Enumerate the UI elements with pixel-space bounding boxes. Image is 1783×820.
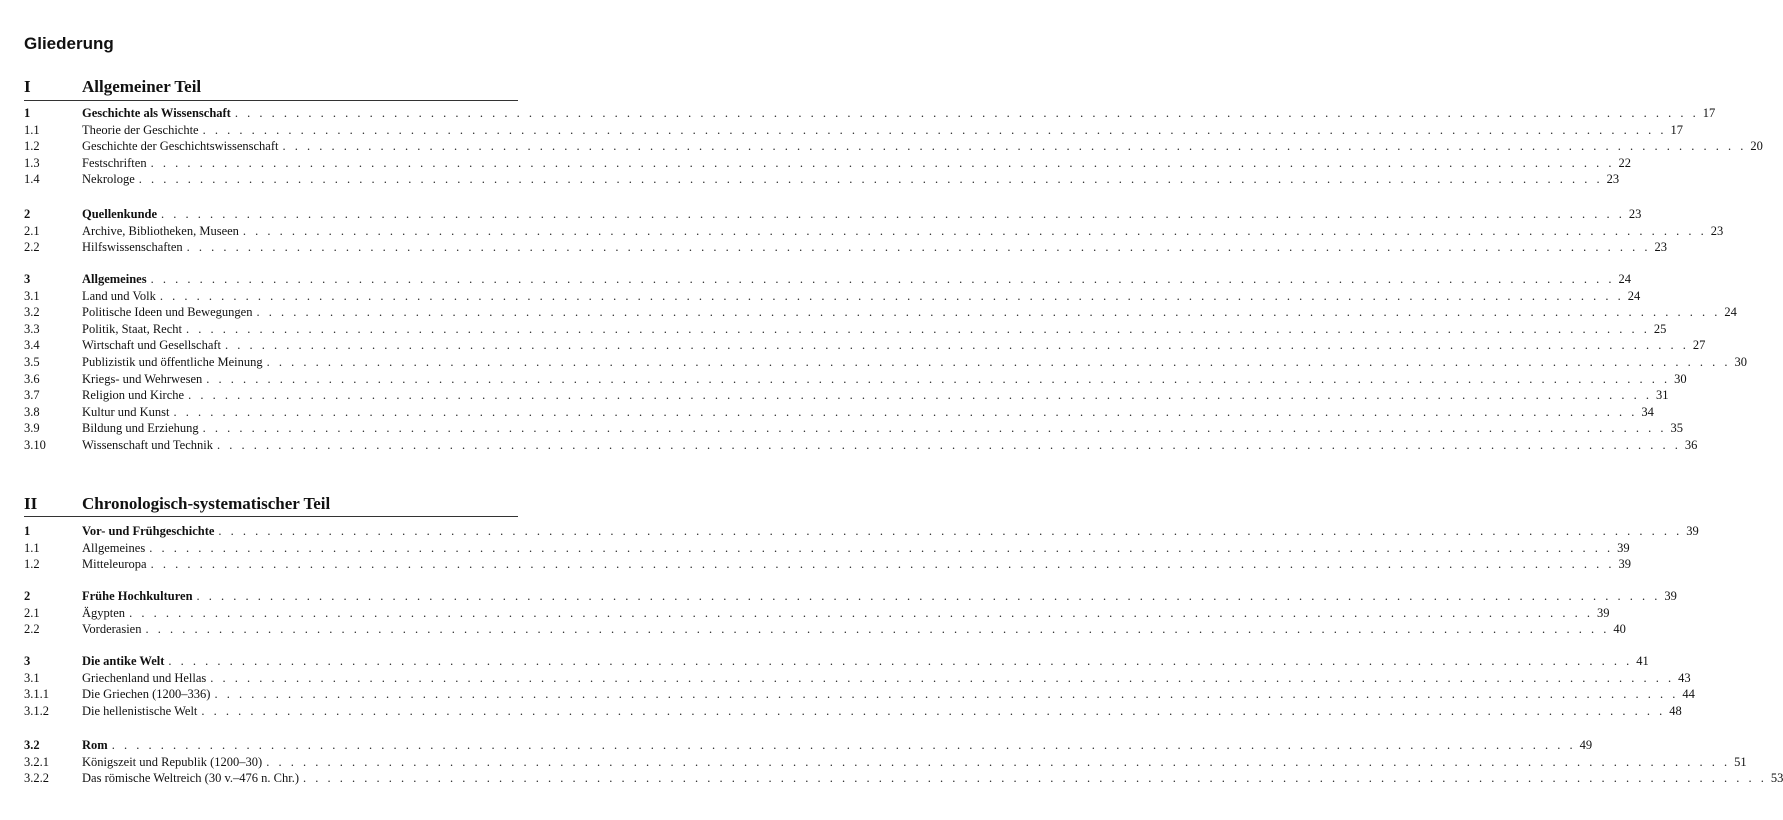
entry-page-number: 25 [1653, 321, 1667, 336]
entry-title: Vor- und Frühgeschichte [82, 524, 215, 538]
entry-body [82, 155, 1631, 171]
entry-page-number: 30 [1674, 371, 1687, 386]
toc-entry[interactable] [24, 588, 1677, 604]
dot-leader: . . . . . . . . . . . . . . . . . . . . . . . . . . . . . . . . . . . . . . . . . . . . . . . . . . . . . . . . . . . . . . . . . . . . . . . . . . . . . . . . . . . . . . . . . . . . . . . . . . . . . . . . . . . . . . . . . . . . . . . . [186, 321, 1650, 336]
entry-page-number: 44 [1682, 687, 1695, 702]
entry-body [82, 337, 1706, 353]
toc-entry[interactable] [24, 354, 1748, 370]
entry-body [82, 621, 1626, 637]
entry-page-number: 48 [1669, 703, 1682, 718]
entry-body [82, 138, 1763, 154]
dot-leader: . . . . . . . . . . . . . . . . . . . . . . . . . . . . . . . . . . . . . . . . . . . . . . . . . . . . . . . . . . . . . . . . . . . . . . . . . . . . . . . . . . . . . . . . . . . . . . . . . . . . . . . . . . . . . . . . . . . . . . . . [188, 388, 1652, 403]
dot-leader: . . . . . . . . . . . . . . . . . . . . . . . . . . . . . . . . . . . . . . . . . . . . . . . . . . . . . . . . . . . . . . . . . . . . . . . . . . . . . . . . . . . . . . . . . . . . . . . . . . . . . . . . . . . . . . . . . . . . . . . . [173, 404, 1638, 419]
entry-page-number: 35 [1670, 421, 1684, 436]
dot-leader: . . . . . . . . . . . . . . . . . . . . . . . . . . . . . . . . . . . . . . . . . . . . . . . . . . . . . . . . . . . . . . . . . . . . . . . . . . . . . . . . . . . . . . . . . . . . . . . . . . . . . . . . . . . . . . . . . . . . . . . . [217, 438, 1681, 452]
dot-leader: . . . . . . . . . . . . . . . . . . . . . . . . . . . . . . . . . . . . . . . . . . . . . . . . . . . . . . . . . . . . . . . . . . . . . . . . . . . . . . . . . . . . . . . . . . . . . . . . . . . . . . . . . . . . . . . . . . . . . . . . [266, 355, 1731, 369]
dot-leader: . . . . . . . . . . . . . . . . . . . . . . . . . . . . . . . . . . . . . . . . . . . . . . . . . . . . . . . . . . . . . . . . . . . . . . . . . . . . . . . . . . . . . . . . . . . . . . . . . . . . . . . . . . . . . . . . . . . . . . . . [214, 687, 1679, 702]
toc-entry[interactable] [24, 321, 1667, 337]
dot-leader: . . . . . . . . . . . . . . . . . . . . . . . . . . . . . . . . . . . . . . . . . . . . . . . . . . . . . . . . . . . . . . . . . . . . . . . . . . . . . . . . . . . . . . . . . . . . . . . . . . . . . . . . . . . . . . . . . . . . . . . . [186, 240, 1651, 255]
dot-leader: . . . . . . . . . . . . . . . . . . . . . . . . . . . . . . . . . . . . . . . . . . . . . . . . . . . . . . . . . . . . . . . . . . . . . . . . . . . . . . . . . . . . . . . . . . . . . . . . . . . . . . . . . . . . . . . . . . . . . . . . [129, 605, 1593, 620]
entry-page-number: 41 [1636, 654, 1649, 668]
entry-body [82, 540, 1630, 556]
entry-page-number: 17 [1702, 106, 1716, 120]
entry-page-number: 24 [1627, 288, 1641, 303]
entry-body [82, 653, 1649, 669]
toc-entry[interactable] [24, 605, 1610, 621]
entry-title: Die hellenistische Welt [82, 703, 198, 718]
entry-page-number: 23 [1628, 207, 1642, 221]
entry-page-number: 39 [1686, 524, 1699, 538]
entry-title: Quellenkunde [82, 207, 158, 221]
entry-number: 1.4 [24, 172, 40, 187]
entry-number: 1.3 [24, 155, 40, 170]
entry-body [82, 122, 1683, 138]
entry-number: 1.2 [24, 557, 40, 572]
toc-entry[interactable] [24, 239, 1668, 255]
entry-page-number: 24 [1618, 272, 1631, 286]
dot-leader: . . . . . . . . . . . . . . . . . . . . . . . . . . . . . . . . . . . . . . . . . . . . . . . . . . . . . . . . . . . . . . . . . . . . . . . . . . . . . . . . . . . . . . . . . . . . . . . . . . . . . . . . . . . . . . . . . . . . . . . . [161, 207, 1625, 221]
entry-number: 3.1 [24, 288, 40, 303]
dot-leader: . . . . . . . . . . . . . . . . . . . . . . . . . . . . . . . . . . . . . . . . . . . . . . . . . . . . . . . . . . . . . . . . . . . . . . . . . . . . . . . . . . . . . . . . . . . . . . . . . . . . . . . . . . . . . . . . . . . . . . . . [138, 172, 1603, 187]
entry-page-number: 23 [1606, 172, 1620, 187]
toc-entry[interactable] [24, 105, 1716, 121]
entry-title: Bildung und Erziehung [82, 421, 199, 436]
dot-leader: . . . . . . . . . . . . . . . . . . . . . . . . . . . . . . . . . . . . . . . . . . . . . . . . . . . . . . . . . . . . . . . . . . . . . . . . . . . . . . . . . . . . . . . . . . . . . . . . . . . . . . . . . . . . . . . . . . . . . . . . [150, 155, 1615, 170]
entry-number: 3.1 [24, 670, 40, 685]
toc-entry[interactable] [24, 337, 1706, 353]
entry-title: Vorderasien [82, 622, 142, 637]
entry-number: 3.4 [24, 338, 40, 353]
toc-entry[interactable] [24, 371, 1687, 387]
entry-page-number: 53 [1770, 771, 1783, 786]
entry-number: 2.2 [24, 240, 40, 255]
toc-entry[interactable] [24, 387, 1669, 403]
entry-page-number: 40 [1613, 622, 1626, 637]
entry-title: Politische Ideen und Bewegungen [82, 305, 253, 320]
entry-number: 1.1 [24, 122, 40, 137]
entry-number: 3.7 [24, 388, 40, 403]
toc-entry[interactable] [24, 686, 1695, 702]
dot-leader: . . . . . . . . . . . . . . . . . . . . . . . . . . . . . . . . . . . . . . . . . . . . . . . . . . . . . . . . . . . . . . . . . . . . . . . . . . . . . . . . . . . . . . . . . . . . . . . . . . . . . . . . . . . . . . . . . . . . . . . . [202, 421, 1667, 436]
entry-title: Das römische Weltreich (30 v.–476 n. Chr.) [82, 771, 300, 786]
toc-entry[interactable] [24, 223, 1724, 239]
toc-entry[interactable] [24, 523, 1699, 539]
entry-number: 3.3 [24, 321, 40, 336]
dot-leader: . . . . . . . . . . . . . . . . . . . . . . . . . . . . . . . . . . . . . . . . . . . . . . . . . . . . . . . . . . . . . . . . . . . . . . . . . . . . . . . . . . . . . . . . . . . . . . . . . . . . . . . . . . . . . . . . . . . . . . . . [225, 338, 1689, 353]
entry-page-number: 17 [1670, 122, 1683, 137]
entry-body [82, 223, 1724, 239]
entry-number: 3.10 [24, 438, 46, 452]
entry-title: Mitteleuropa [82, 557, 147, 572]
dot-leader: . . . . . . . . . . . . . . . . . . . . . . . . . . . . . . . . . . . . . . . . . . . . . . . . . . . . . . . . . . . . . . . . . . . . . . . . . . . . . . . . . . . . . . . . . . . . . . . . . . . . . . . . . . . . . . . . . . . . . . . . [168, 654, 1633, 668]
dot-leader: . . . . . . . . . . . . . . . . . . . . . . . . . . . . . . . . . . . . . . . . . . . . . . . . . . . . . . . . . . . . . . . . . . . . . . . . . . . . . . . . . . . . . . . . . . . . . . . . . . . . . . . . . . . . . . . . . . . . . . . . [303, 771, 1767, 786]
dot-leader: . . . . . . . . . . . . . . . . . . . . . . . . . . . . . . . . . . . . . . . . . . . . . . . . . . . . . . . . . . . . . . . . . . . . . . . . . . . . . . . . . . . . . . . . . . . . . . . . . . . . . . . . . . . . . . . . . . . . . . . . [150, 272, 1615, 286]
entry-title: Rom [82, 738, 108, 752]
dot-leader: . . . . . . . . . . . . . . . . . . . . . . . . . . . . . . . . . . . . . . . . . . . . . . . . . . . . . . . . . . . . . . . . . . . . . . . . . . . . . . . . . . . . . . . . . . . . . . . . . . . . . . . . . . . . . . . . . . . . . . . . [149, 540, 1614, 555]
entry-body [82, 304, 1737, 320]
entry-number: 3.2 [24, 738, 40, 752]
entry-title: Religion und Kirche [82, 388, 185, 403]
toc-entry[interactable] [24, 621, 1626, 637]
dot-leader: . . . . . . . . . . . . . . . . . . . . . . . . . . . . . . . . . . . . . . . . . . . . . . . . . . . . . . . . . . . . . . . . . . . . . . . . . . . . . . . . . . . . . . . . . . . . . . . . . . . . . . . . . . . . . . . . . . . . . . . . [206, 371, 1671, 386]
entry-number: 1 [24, 524, 31, 538]
toc-entry[interactable] [24, 437, 1698, 453]
entry-title: Land und Volk [82, 288, 156, 303]
entry-number: 1.1 [24, 540, 40, 555]
entry-body [82, 420, 1684, 436]
entry-title: Politik, Staat, Recht [82, 321, 182, 336]
entry-page-number: 43 [1678, 670, 1691, 685]
entry-title: Die antike Welt [82, 654, 165, 668]
entry-number: 2 [24, 207, 31, 221]
part-title: Allgemeiner Teil [82, 77, 202, 96]
part-heading [24, 494, 518, 518]
entry-body [82, 321, 1667, 337]
dot-leader: . . . . . . . . . . . . . . . . . . . . . . . . . . . . . . . . . . . . . . . . . . . . . . . . . . . . . . . . . . . . . . . . . . . . . . . . . . . . . . . . . . . . . . . . . . . . . . . . . . . . . . . . . . . . . . . . . . . . . . . . [202, 122, 1667, 137]
entry-title: Königszeit und Republik (1200–30) [82, 754, 263, 769]
toc-entry[interactable] [24, 304, 1737, 320]
entry-title: Frühe Hochkulturen [82, 589, 193, 603]
entry-title: Theorie der Geschichte [82, 122, 199, 137]
entry-number: 3.1.2 [24, 703, 49, 718]
entry-body [82, 737, 1593, 753]
entry-title: Allgemeines [82, 272, 147, 286]
entry-body [82, 670, 1691, 686]
entry-body [82, 354, 1748, 370]
entry-body [82, 239, 1668, 255]
entry-title: Geschichte als Wissenschaft [82, 106, 231, 120]
entry-body [82, 206, 1642, 222]
toc-entry[interactable] [24, 653, 1649, 669]
entry-body [82, 588, 1677, 604]
dot-leader: . . . . . . . . . . . . . . . . . . . . . . . . . . . . . . . . . . . . . . . . . . . . . . . . . . . . . . . . . . . . . . . . . . . . . . . . . . . . . . . . . . . . . . . . . . . . . . . . . . . . . . . . . . . . . . . . . . . . . . . . [256, 305, 1721, 320]
entry-body [82, 288, 1641, 304]
entry-body [82, 686, 1695, 702]
dot-leader: . . . . . . . . . . . . . . . . . . . . . . . . . . . . . . . . . . . . . . . . . . . . . . . . . . . . . . . . . . . . . . . . . . . . . . . . . . . . . . . . . . . . . . . . . . . . . . . . . . . . . . . . . . . . . . . . . . . . . . . . [196, 589, 1661, 603]
entry-title: Griechenland und Hellas [82, 670, 207, 685]
entry-page-number: 49 [1579, 738, 1593, 752]
entry-number: 3.9 [24, 421, 40, 436]
entry-number: 3 [24, 654, 31, 668]
entry-body [82, 523, 1699, 539]
entry-title: Geschichte der Geschichtswissenschaft [82, 139, 279, 154]
entry-page-number: 39 [1596, 605, 1610, 620]
dot-leader: . . . . . . . . . . . . . . . . . . . . . . . . . . . . . . . . . . . . . . . . . . . . . . . . . . . . . . . . . . . . . . . . . . . . . . . . . . . . . . . . . . . . . . . . . . . . . . . . . . . . . . . . . . . . . . . . . . . . . . . . [282, 139, 1747, 154]
entry-body [82, 605, 1610, 621]
entry-title: Nekrologe [82, 172, 135, 187]
entry-title: Kultur und Kunst [82, 404, 170, 419]
entry-body [82, 770, 1783, 786]
page-title: Gliederung [24, 34, 114, 53]
entry-title: Allgemeines [82, 540, 146, 555]
entry-page-number: 34 [1641, 404, 1654, 419]
entry-title: Wissenschaft und Technik [82, 438, 213, 452]
toc-entry[interactable] [24, 703, 1682, 719]
entry-number: 3.5 [24, 355, 40, 369]
dot-leader: . . . . . . . . . . . . . . . . . . . . . . . . . . . . . . . . . . . . . . . . . . . . . . . . . . . . . . . . . . . . . . . . . . . . . . . . . . . . . . . . . . . . . . . . . . . . . . . . . . . . . . . . . . . . . . . . . . . . . . . . [201, 703, 1666, 718]
entry-title: Hilfswissenschaften [82, 240, 183, 255]
toc-entry[interactable] [24, 556, 1631, 572]
entry-page-number: 31 [1655, 388, 1669, 403]
dot-leader: . . . . . . . . . . . . . . . . . . . . . . . . . . . . . . . . . . . . . . . . . . . . . . . . . . . . . . . . . . . . . . . . . . . . . . . . . . . . . . . . . . . . . . . . . . . . . . . . . . . . . . . . . . . . . . . . . . . . . . . . [218, 524, 1683, 538]
entry-number: 1 [24, 106, 31, 120]
entry-number: 3 [24, 272, 31, 286]
toc-entry[interactable] [24, 540, 1630, 556]
dot-leader: . . . . . . . . . . . . . . . . . . . . . . . . . . . . . . . . . . . . . . . . . . . . . . . . . . . . . . . . . . . . . . . . . . . . . . . . . . . . . . . . . . . . . . . . . . . . . . . . . . . . . . . . . . . . . . . . . . . . . . . . [210, 670, 1675, 685]
entry-number: 2.2 [24, 622, 40, 637]
entry-number: 2 [24, 589, 31, 603]
toc-entry[interactable] [24, 206, 1642, 222]
toc-entry[interactable] [24, 138, 1763, 154]
dot-leader: . . . . . . . . . . . . . . . . . . . . . . . . . . . . . . . . . . . . . . . . . . . . . . . . . . . . . . . . . . . . . . . . . . . . . . . . . . . . . . . . . . . . . . . . . . . . . . . . . . . . . . . . . . . . . . . . . . . . . . . . [111, 738, 1576, 752]
part-numeral: II [24, 494, 38, 513]
entry-number: 3.8 [24, 404, 40, 419]
entry-page-number: 39 [1617, 540, 1630, 555]
entry-body [82, 404, 1654, 420]
toc-entry[interactable] [24, 271, 1631, 287]
entry-body [82, 371, 1687, 387]
entry-page-number: 39 [1664, 589, 1677, 603]
toc-entry[interactable] [24, 288, 1641, 304]
toc-entry[interactable] [24, 737, 1593, 753]
entry-page-number: 23 [1710, 223, 1724, 238]
entry-body [82, 703, 1682, 719]
entry-body [82, 387, 1669, 403]
part-numeral: I [24, 77, 31, 96]
dot-leader: . . . . . . . . . . . . . . . . . . . . . . . . . . . . . . . . . . . . . . . . . . . . . . . . . . . . . . . . . . . . . . . . . . . . . . . . . . . . . . . . . . . . . . . . . . . . . . . . . . . . . . . . . . . . . . . . . . . . . . . . [242, 223, 1707, 238]
part-heading [24, 77, 518, 101]
entry-body [82, 437, 1698, 453]
entry-number: 2.1 [24, 605, 40, 620]
dot-leader: . . . . . . . . . . . . . . . . . . . . . . . . . . . . . . . . . . . . . . . . . . . . . . . . . . . . . . . . . . . . . . . . . . . . . . . . . . . . . . . . . . . . . . . . . . . . . . . . . . . . . . . . . . . . . . . . . . . . . . . . [145, 622, 1610, 637]
entry-body [82, 754, 1747, 770]
entry-title: Die Griechen (1200–336) [82, 687, 211, 702]
entry-body [82, 556, 1631, 572]
toc-entry[interactable] [24, 420, 1684, 436]
toc-entry[interactable] [24, 404, 1654, 420]
entry-page-number: 20 [1750, 139, 1763, 154]
entry-page-number: 23 [1654, 240, 1668, 255]
entry-title: Archive, Bibliotheken, Museen [82, 223, 239, 238]
entry-page-number: 30 [1734, 355, 1748, 369]
entry-title: Ägypten [82, 605, 126, 620]
dot-leader: . . . . . . . . . . . . . . . . . . . . . . . . . . . . . . . . . . . . . . . . . . . . . . . . . . . . . . . . . . . . . . . . . . . . . . . . . . . . . . . . . . . . . . . . . . . . . . . . . . . . . . . . . . . . . . . . . . . . . . . . [159, 288, 1624, 303]
dot-leader: . . . . . . . . . . . . . . . . . . . . . . . . . . . . . . . . . . . . . . . . . . . . . . . . . . . . . . . . . . . . . . . . . . . . . . . . . . . . . . . . . . . . . . . . . . . . . . . . . . . . . . . . . . . . . . . . . . . . . . . . [266, 754, 1731, 769]
entry-number: 3.2.2 [24, 771, 49, 786]
entry-number: 3.1.1 [24, 687, 49, 702]
toc-entry[interactable] [24, 155, 1631, 171]
toc-entry[interactable] [24, 754, 1747, 770]
toc-entry[interactable] [24, 171, 1620, 187]
entry-title: Festschriften [82, 155, 147, 170]
part-divider [24, 100, 518, 101]
toc-entry[interactable] [24, 770, 1783, 786]
entry-page-number: 22 [1618, 155, 1631, 170]
entry-page-number: 36 [1684, 438, 1698, 452]
dot-leader: . . . . . . . . . . . . . . . . . . . . . . . . . . . . . . . . . . . . . . . . . . . . . . . . . . . . . . . . . . . . . . . . . . . . . . . . . . . . . . . . . . . . . . . . . . . . . . . . . . . . . . . . . . . . . . . . . . . . . . . . [150, 557, 1615, 572]
entry-body [82, 105, 1716, 121]
entry-number: 3.6 [24, 371, 40, 386]
dot-leader: . . . . . . . . . . . . . . . . . . . . . . . . . . . . . . . . . . . . . . . . . . . . . . . . . . . . . . . . . . . . . . . . . . . . . . . . . . . . . . . . . . . . . . . . . . . . . . . . . . . . . . . . . . . . . . . . . . . . . . . . [234, 106, 1699, 120]
entry-page-number: 27 [1692, 338, 1706, 353]
toc-entry[interactable] [24, 670, 1691, 686]
part-title: Chronologisch-systematischer Teil [82, 494, 331, 513]
entry-title: Kriegs- und Wehrwesen [82, 371, 203, 386]
entry-page-number: 51 [1734, 754, 1747, 769]
entry-page-number: 24 [1724, 305, 1737, 320]
entry-body [82, 271, 1631, 287]
entry-number: 1.2 [24, 139, 40, 154]
entry-title: Publizistik und öffentliche Meinung [82, 355, 263, 369]
entry-number: 2.1 [24, 223, 40, 238]
entry-page-number: 39 [1618, 557, 1631, 572]
entry-number: 3.2 [24, 305, 40, 320]
part-divider [24, 516, 518, 517]
entry-number: 3.2.1 [24, 754, 49, 769]
entry-title: Wirtschaft und Gesellschaft [82, 338, 222, 353]
entry-body [82, 171, 1620, 187]
toc-entry[interactable] [24, 122, 1683, 138]
